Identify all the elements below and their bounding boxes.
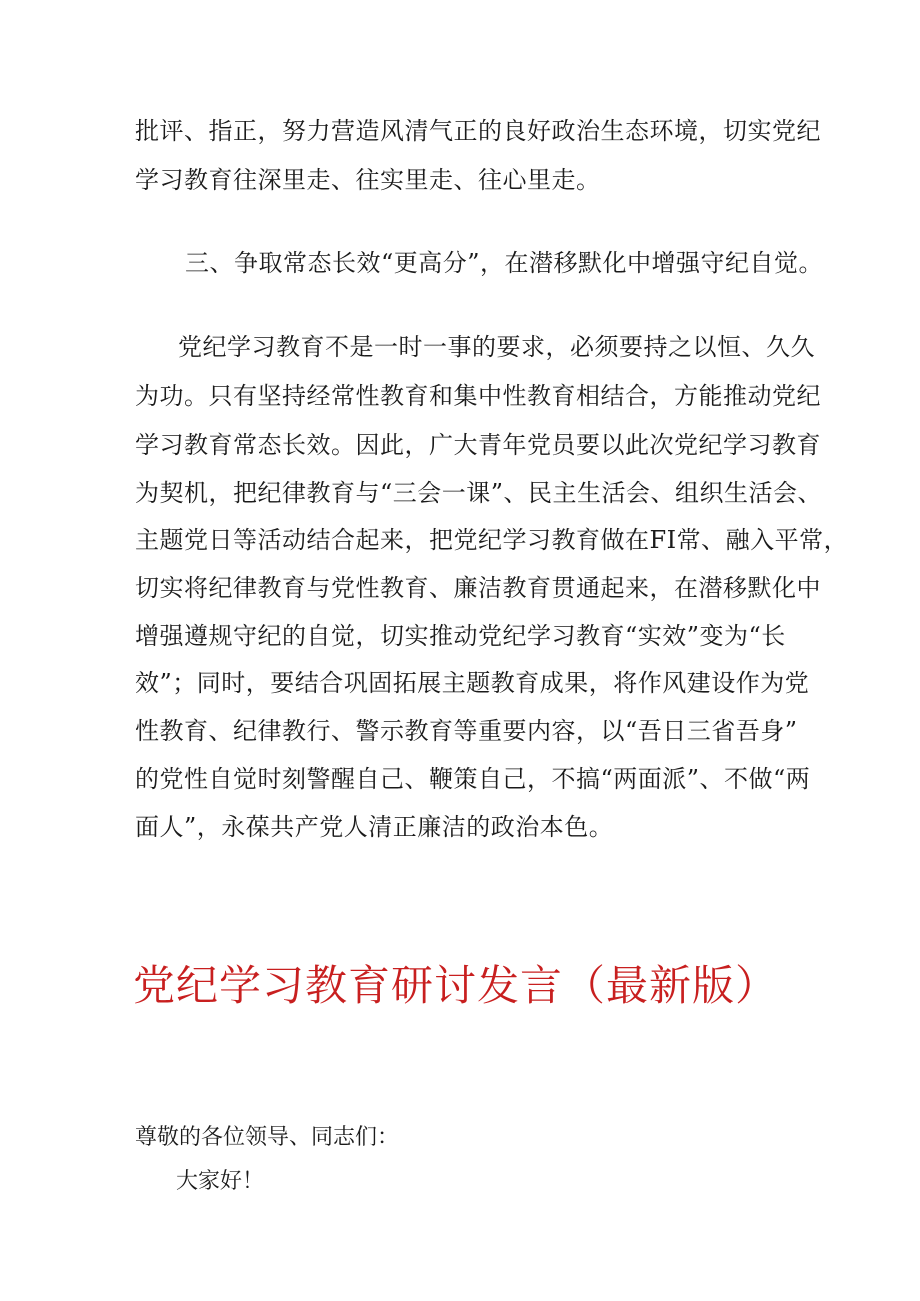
paragraph-line: 切实将纪律教育与党性教育、廉洁教育贯通起来，在潜移默化中	[135, 574, 821, 602]
paragraph-line: 增强遵规守纪的自觉，切实推动党纪学习教育“实效”变为“长	[135, 622, 786, 650]
paragraph-line: 学习教育常态长效。因此，广大青年党员要以此次党纪学习教育	[135, 431, 821, 459]
paragraph-line: 学习教育往深里走、往实里走、往心里走。	[135, 166, 601, 194]
paragraph-line: 的党性自觉时刻警醒自己、鞭策自己，不搞“两面派”、不做“两	[135, 765, 811, 793]
paragraph-line: 主题党日等活动结合起来，把党纪学习教育做在FI常、融入平常，	[135, 526, 849, 554]
section-heading: 三、争取常态长效“更高分”，在潜移默化中增强守纪自觉。	[185, 249, 824, 277]
paragraph-line: 性教育、纪律教行、警示教育等重要内容，以“吾日三省吾身”	[135, 717, 798, 745]
paragraph-line: 为契机，把纪律教育与“三会一课”、民主生活会、组织生活会、	[135, 479, 823, 507]
paragraph-line: 面人”，永葆共产党人清正廉洁的政治本色。	[135, 813, 614, 841]
salutation: 尊敬的各位领导、同志们：	[135, 1125, 400, 1150]
paragraph-line: 党纪学习教育不是一时一事的要求，必须要持之以恒、久久	[178, 333, 815, 361]
paragraph-line: 为功。只有坚持经常性教育和集中性教育相结合，方能推动党纪	[135, 382, 821, 410]
greeting: 大家好！	[176, 1169, 265, 1194]
paragraph-line: 效”；同时，要结合巩固拓展主题教育成果，将作风建设作为党	[135, 669, 810, 697]
paragraph-line: 批评、指正，努力营造风清气正的良好政治生态环境，切实党纪	[135, 117, 821, 145]
document-title: 党纪学习教育研讨发言（最新版）	[133, 961, 779, 1010]
